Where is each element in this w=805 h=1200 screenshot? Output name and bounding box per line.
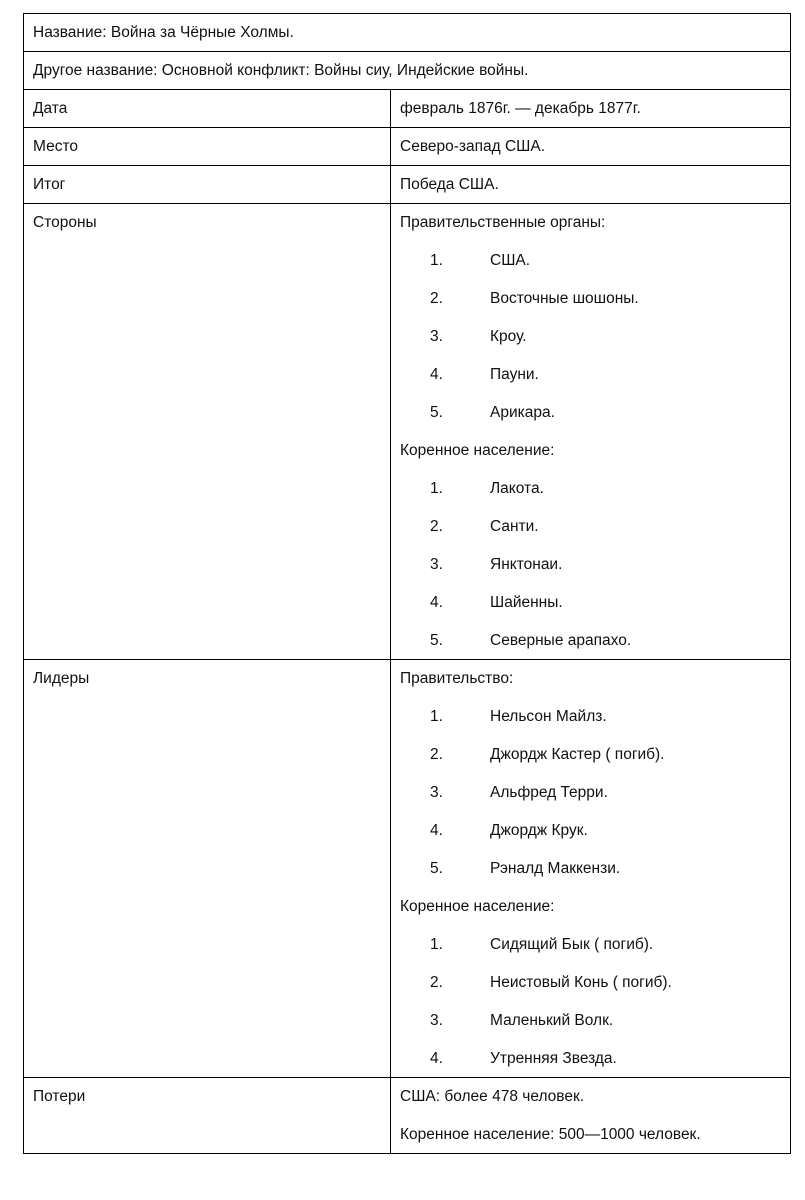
list-item	[400, 289, 781, 308]
sides-gov-heading: Правительственные органы:	[400, 214, 606, 231]
item-number: 1.	[430, 480, 443, 497]
table-row	[24, 90, 791, 128]
list-item	[400, 403, 781, 422]
item-number: 4.	[430, 822, 443, 839]
value-cell	[391, 128, 791, 166]
item-number: 5.	[430, 860, 443, 877]
item-text: Кроу.	[490, 328, 527, 345]
list-item	[400, 251, 781, 270]
list-item	[400, 365, 781, 384]
list-item	[400, 821, 781, 840]
table-row	[24, 660, 791, 1078]
leaders-gov-heading: Правительство:	[400, 670, 514, 687]
item-number: 2.	[430, 974, 443, 991]
item-number: 2.	[430, 518, 443, 535]
item-number: 5.	[430, 632, 443, 649]
table-row	[24, 166, 791, 204]
list-item	[400, 935, 781, 954]
result-label: Итог	[33, 176, 66, 193]
war-title: Название: Война за Чёрные Холмы.	[33, 24, 294, 41]
table-row	[24, 14, 791, 52]
item-number: 1.	[430, 708, 443, 725]
item-number: 4.	[430, 366, 443, 383]
sides-gov-list	[400, 251, 781, 422]
label-cell	[24, 166, 391, 204]
list-item	[400, 555, 781, 574]
leaders-gov-list	[400, 707, 781, 878]
alt-name-cell	[24, 52, 791, 90]
item-text: Санти.	[490, 518, 539, 535]
list-item	[400, 1011, 781, 1030]
losses-usa: США: более 478 человек.	[400, 1088, 585, 1105]
item-text: США.	[490, 252, 531, 269]
losses-native: Коренное население: 500—1000 человек.	[400, 1126, 701, 1143]
item-text: Янктонаи.	[490, 556, 563, 573]
item-text: Альфред Терри.	[490, 784, 608, 801]
label-cell	[24, 128, 391, 166]
item-text: Восточные шошоны.	[490, 290, 639, 307]
item-number: 2.	[430, 290, 443, 307]
date-label: Дата	[33, 100, 68, 117]
losses-label: Потери	[33, 1088, 86, 1105]
item-text: Лакота.	[490, 480, 544, 497]
item-number: 1.	[430, 936, 443, 953]
list-item	[400, 859, 781, 878]
list-item	[400, 327, 781, 346]
item-number: 2.	[430, 746, 443, 763]
value-cell	[391, 204, 791, 660]
place-value: Северо-запад США.	[400, 138, 546, 155]
item-number: 3.	[430, 328, 443, 345]
table-row	[24, 1078, 791, 1154]
item-text: Неистовый Конь ( погиб).	[490, 974, 672, 991]
item-text: Маленький Волк.	[490, 1012, 614, 1029]
sides-label: Стороны	[33, 214, 97, 231]
item-text: Северные арапахо.	[490, 632, 632, 649]
list-item	[400, 479, 781, 498]
sides-native-heading: Коренное население:	[400, 442, 555, 459]
item-text: Арикара.	[490, 404, 555, 421]
item-number: 4.	[430, 594, 443, 611]
item-text: Нельсон Майлз.	[490, 708, 607, 725]
title-cell	[24, 14, 791, 52]
label-cell	[24, 90, 391, 128]
label-cell	[24, 1078, 391, 1154]
alt-name: Другое название: Основной конфликт: Войны сиу, Индейские войны.	[33, 62, 529, 79]
label-cell	[24, 204, 391, 660]
item-text: Рэналд Маккензи.	[490, 860, 621, 877]
place-label: Место	[33, 138, 79, 155]
item-number: 3.	[430, 1012, 443, 1029]
war-info-table	[23, 13, 791, 1154]
value-cell	[391, 166, 791, 204]
item-text: Утренняя Звезда.	[490, 1050, 617, 1067]
date-value: февраль 1876г. — декабрь 1877г.	[400, 100, 641, 117]
list-item	[400, 593, 781, 612]
table-row	[24, 204, 791, 660]
list-item	[400, 707, 781, 726]
list-item	[400, 783, 781, 802]
result-value: Победа США.	[400, 176, 499, 193]
item-number: 3.	[430, 556, 443, 573]
table-row	[24, 128, 791, 166]
value-cell	[391, 1078, 791, 1154]
sides-native-list	[400, 479, 781, 650]
list-item	[400, 517, 781, 536]
item-number: 1.	[430, 252, 443, 269]
list-item	[400, 745, 781, 764]
item-number: 4.	[430, 1050, 443, 1067]
table-row	[24, 52, 791, 90]
leaders-label: Лидеры	[33, 670, 90, 687]
item-text: Джордж Кастер ( погиб).	[490, 746, 665, 763]
label-cell	[24, 660, 391, 1078]
value-cell	[391, 90, 791, 128]
item-text: Сидящий Бык ( погиб).	[490, 936, 654, 953]
item-text: Джордж Крук.	[490, 822, 588, 839]
leaders-native-list	[400, 935, 781, 1068]
item-number: 3.	[430, 784, 443, 801]
leaders-native-heading: Коренное население:	[400, 898, 555, 915]
value-cell	[391, 660, 791, 1078]
item-text: Шайенны.	[490, 594, 563, 611]
list-item	[400, 631, 781, 650]
item-number: 5.	[430, 404, 443, 421]
list-item	[400, 1049, 781, 1068]
list-item	[400, 973, 781, 992]
item-text: Пауни.	[490, 366, 539, 383]
